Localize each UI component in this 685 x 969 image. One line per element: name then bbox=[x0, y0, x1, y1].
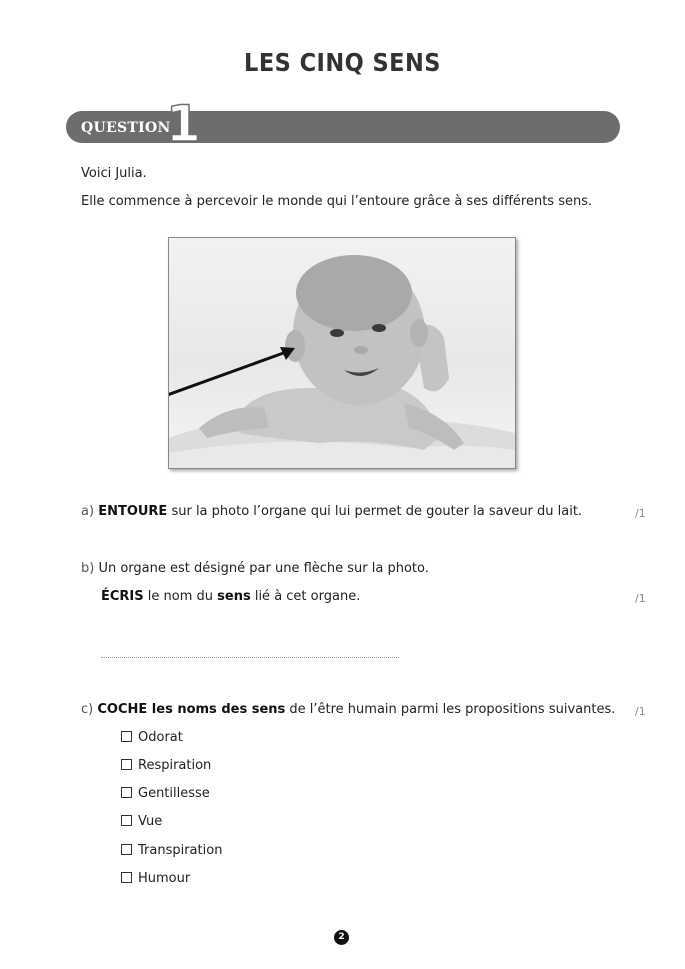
part-b-text-1: Un organe est désigné par une flèche sur la photo. bbox=[98, 561, 429, 576]
part-a-instruction bbox=[81, 504, 582, 519]
part-b-score: /1 bbox=[635, 592, 646, 605]
part-c-text: de l’être humain parmi les propositions suivantes. bbox=[285, 702, 616, 717]
option-label: Odorat bbox=[138, 730, 183, 745]
checkbox-icon[interactable] bbox=[121, 759, 132, 770]
option-transpiration[interactable] bbox=[121, 843, 222, 858]
part-b-line-1 bbox=[81, 561, 429, 576]
intro-line-2: Elle commence à percevoir le monde qui l’entoure grâce à ses différents sens. bbox=[81, 194, 593, 209]
part-b-verb: ÉCRIS bbox=[101, 589, 144, 604]
option-label: Transpiration bbox=[138, 843, 223, 858]
question-number: 1 bbox=[166, 95, 201, 153]
option-gentillesse[interactable] bbox=[121, 786, 210, 801]
page-title: LES CINQ SENS bbox=[244, 48, 441, 77]
part-b-letter: b) bbox=[81, 561, 95, 576]
intro-line-1: Voici Julia. bbox=[81, 166, 147, 181]
answer-line[interactable] bbox=[101, 657, 399, 658]
option-odorat[interactable] bbox=[121, 730, 183, 745]
part-b-text-2: le nom du bbox=[143, 589, 218, 604]
baby-illustration bbox=[169, 238, 515, 468]
checkbox-icon[interactable] bbox=[121, 787, 132, 798]
part-c-score: /1 bbox=[635, 705, 646, 718]
question-label: QUESTION bbox=[81, 120, 171, 136]
part-a-text: sur la photo l’organe qui lui permet de gouter la saveur du lait. bbox=[167, 504, 583, 519]
baby-photo[interactable] bbox=[168, 237, 516, 469]
part-a-score: /1 bbox=[635, 507, 646, 520]
checkbox-icon[interactable] bbox=[121, 844, 132, 855]
option-label: Vue bbox=[138, 814, 163, 829]
checkbox-icon[interactable] bbox=[121, 731, 132, 742]
checkbox-icon[interactable] bbox=[121, 872, 132, 883]
part-b-line-2 bbox=[101, 589, 360, 604]
part-c-instruction bbox=[81, 702, 615, 717]
part-c-verb: COCHE les noms des sens bbox=[97, 702, 286, 717]
part-c-letter: c) bbox=[81, 702, 94, 717]
option-vue[interactable] bbox=[121, 814, 162, 829]
checkbox-icon[interactable] bbox=[121, 815, 132, 826]
option-label: Gentillesse bbox=[138, 786, 210, 801]
option-label: Humour bbox=[138, 871, 191, 886]
option-respiration[interactable] bbox=[121, 758, 211, 773]
part-b-text-3: lié à cet organe. bbox=[250, 589, 361, 604]
option-label: Respiration bbox=[138, 758, 212, 773]
part-b-keyword: sens bbox=[217, 589, 251, 604]
part-a-verb: ENTOURE bbox=[98, 504, 168, 519]
part-a-letter: a) bbox=[81, 504, 95, 519]
option-humour[interactable] bbox=[121, 871, 190, 886]
page-number: 2 bbox=[334, 930, 349, 945]
